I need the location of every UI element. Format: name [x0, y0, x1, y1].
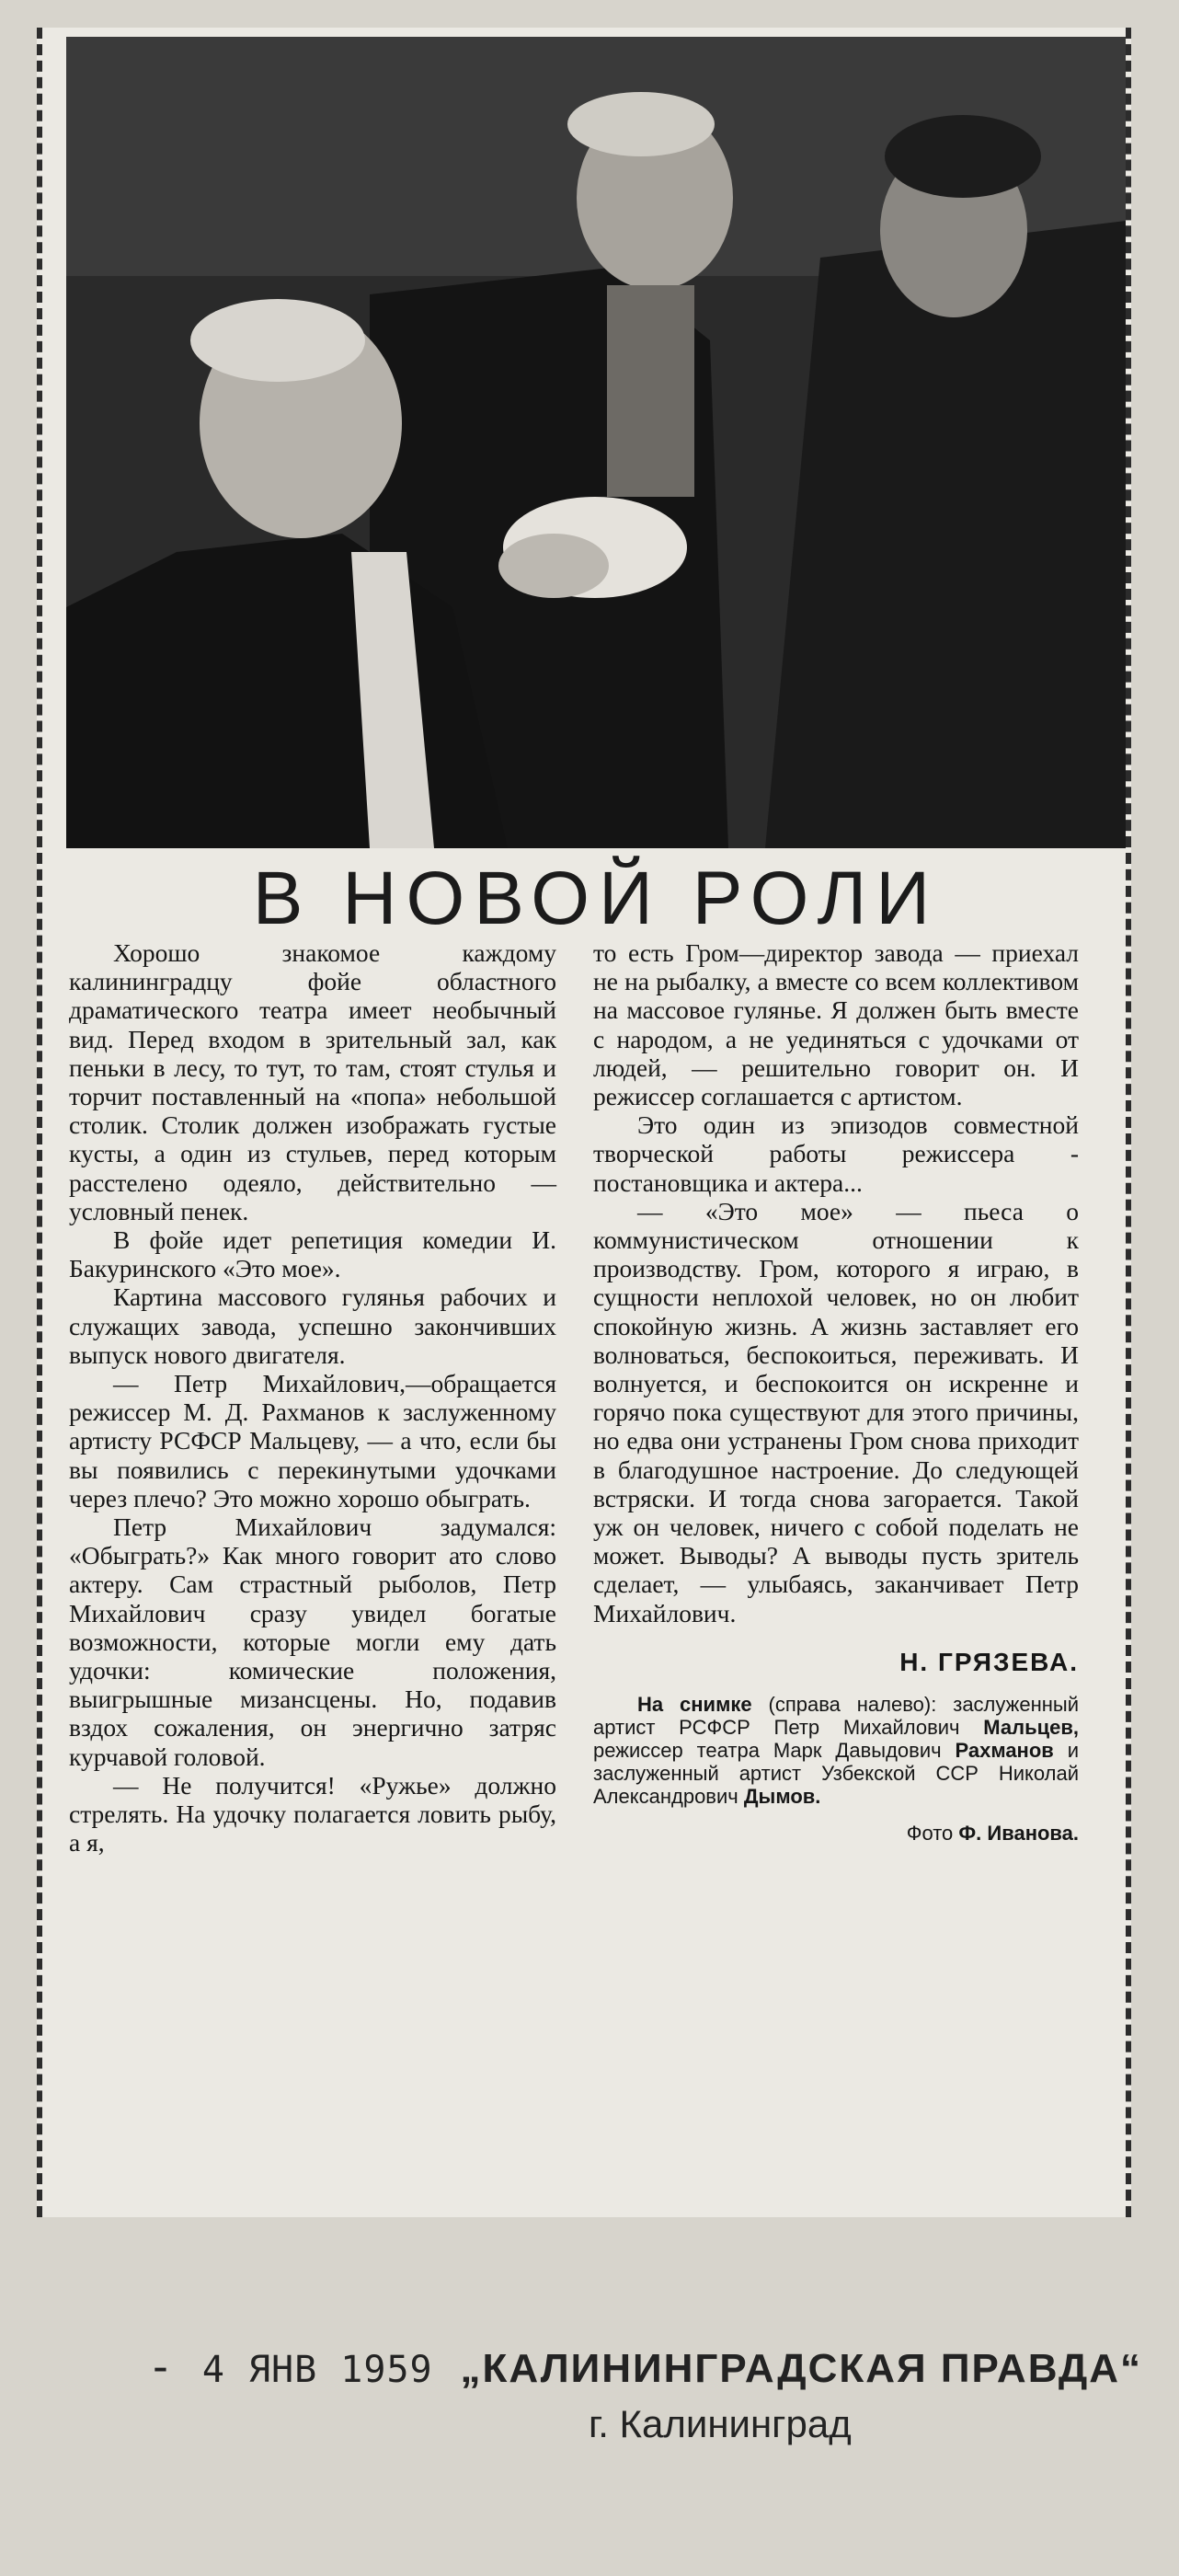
caption-name: Рахманов: [955, 1739, 1054, 1763]
stamp-line-date: [147, 2341, 1142, 2393]
paragraph: — Петр Михайлович,—обращается режиссер М. Д. Рахманов к заслуженному артисту РСФСР Мальцеву, — а что, если бы вы появились с перекинутыми удочками через плечо? Это можно хорошо обыграть.: [69, 1369, 556, 1512]
news-photo: [66, 37, 1126, 848]
stamp-city: г. Калининград: [589, 2402, 852, 2445]
author-signature: Н. ГРЯЗЕВА.: [899, 1647, 1079, 1676]
paragraph: В фойе идет репетиция комедии И. Бакуринского «Это мое».: [69, 1225, 556, 1283]
caption-name: Мальцев,: [983, 1716, 1079, 1740]
paragraph: — Не получится! «Ружье» должно стрелять. На удочку полагается ловить рыбу, а я,: [69, 1770, 556, 1857]
photo-illustration: [66, 37, 1126, 848]
stamp-newspaper: „КАЛИНИНГРАДСКАЯ ПРАВДА“: [460, 2346, 1143, 2391]
paragraph: Картина массового гулянья рабочих и служащих завода, успешно закончивших выпуск нового двигателя.: [69, 1282, 556, 1369]
paragraph: Хорошо знакомое каждому калининградцу фойе областного драматического театра имеет необычный вид. Перед входом в зрительный зал, как пеньки в лесу, то тут, то там, стоят стулья и торчит поставленный на «попа» небольшой столик. Столик должен изображать густые кусты, а один из стульев, перед которым расстелено одеяло, действительно — условный пенек.: [69, 938, 556, 1225]
paragraph-continuation: то есть Гром—директор завода — приехал не на рыбалку, а вместе со всем коллективом на массовое гулянье. Я должен быть вместе с народом, а не уединяться с удочками от людей, — решительно говорит он. И режиссер соглашается с артистом.: [593, 938, 1079, 1111]
photo-caption: [593, 1693, 1079, 1808]
paragraph: Петр Михайлович задумался: «Обыграть?» Как много говорит ато слово актеру. Сам страстный рыболов, Петр Михайлович сразу увидел богатые возможности, которые могли ему дать удочки: комические положения, выигрышные мизансцены. Но, подавив вздох сожаления, он энергично затряс курчавой головой.: [69, 1512, 556, 1771]
paragraph: Это один из эпизодов совместной творческой работы режиссера - постановщика и актера...: [593, 1110, 1079, 1197]
headline: В НОВОЙ РОЛИ: [252, 857, 940, 940]
archive-stamp: [147, 2341, 1142, 2446]
caption-text: и заслуженный артист Узбекской ССР Николай Александрович: [593, 1739, 1080, 1809]
caption-lead: На снимке: [637, 1693, 752, 1717]
credit-name: Ф. Иванова.: [958, 1822, 1079, 1846]
caption-text: режиссер театра Марк Давыдович: [593, 1739, 956, 1763]
caption-name: Дымов.: [743, 1785, 821, 1809]
photo-credit: [593, 1819, 1079, 1847]
caption-text: (справа налево): заслуженный артист РСФСР Петр Михайлович: [593, 1693, 1079, 1740]
article-column-right: [593, 938, 1079, 1847]
credit-prefix: Фото: [906, 1822, 959, 1846]
article-column-left: [69, 938, 556, 1857]
stamp-date: 4 ЯНВ 1959: [201, 2349, 433, 2391]
stamp-dash: -: [147, 2341, 175, 2393]
paragraph: — «Это мое» — пьеса о коммунистическом отношении к производству. Гром, которого я играю, в сущности неплохой человек, но он любит спокойную жизнь. А жизнь заставляет его волноваться, беспокоиться, переживать. И волнуется, и беспокоится он искренне и горячо пока существуют для этого причины, но едва они устранены Гром снова приходит в благодушное настроение. До следующей встряски. И тогда снова загорается. Такой уж он человек, ничего с собой поделать не может. Выводы? А выводы пусть зритель сделает, — улыбаясь, заканчивает Петр Михайлович.: [593, 1196, 1079, 1627]
